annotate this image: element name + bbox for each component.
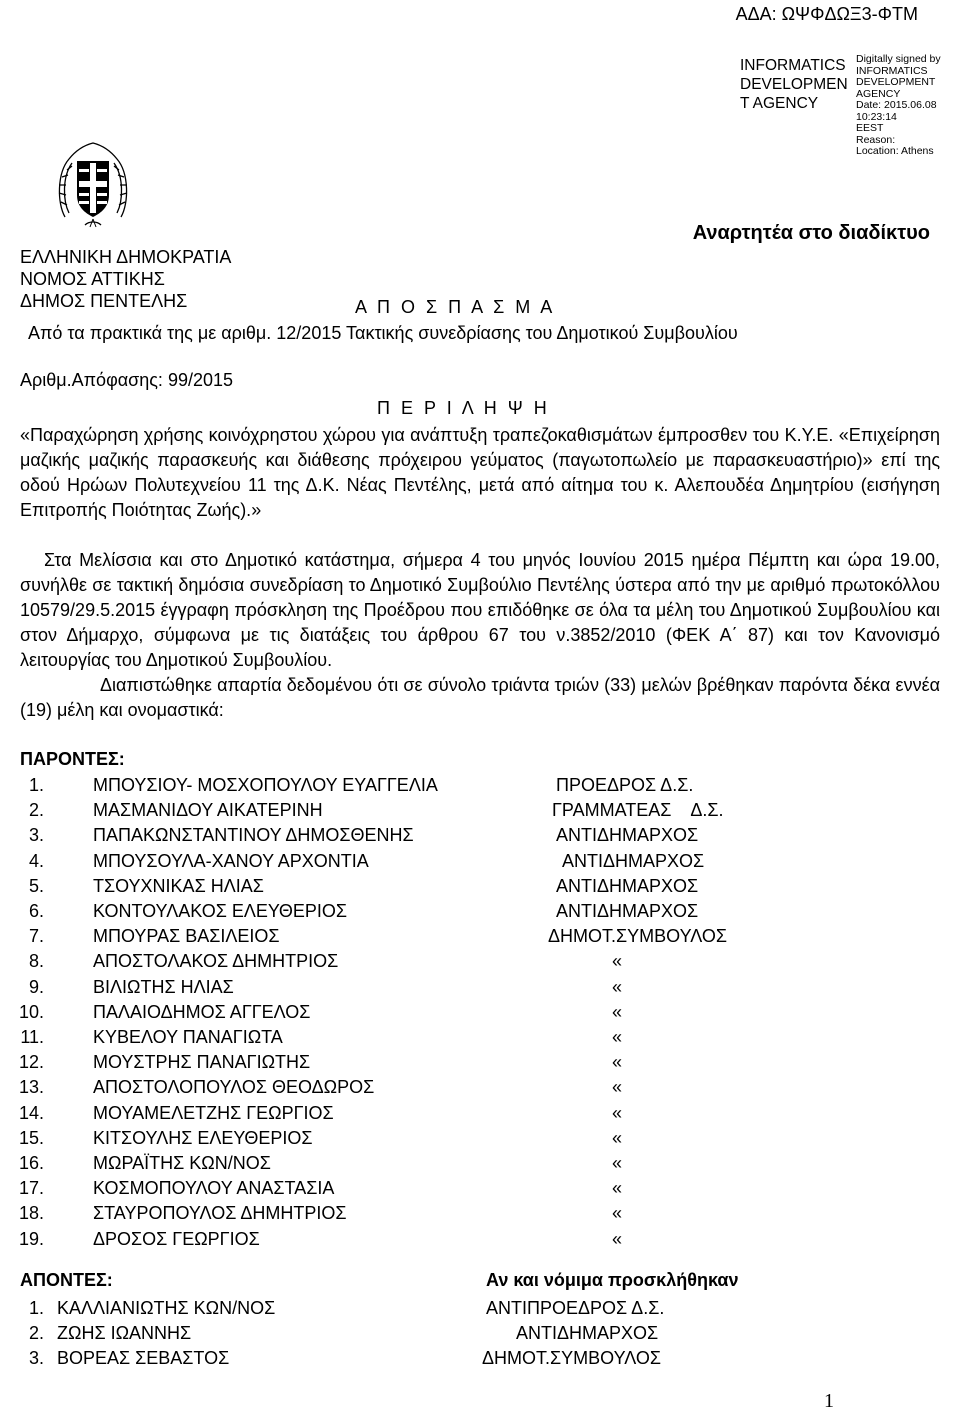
meeting-body: [20, 548, 940, 723]
member-row: [0, 899, 960, 923]
ada-code: ΑΔΑ: ΩΨΦΔΩΞ3-ΦΤΜ: [735, 4, 918, 24]
signature-line: Location: Athens: [856, 145, 934, 157]
member-role: ΔΗΜΟΤ.ΣΥΜΒΟΥΛΟΣ: [548, 926, 728, 947]
authority-line: ΔΗΜΟΣ ΠΕΝΤΕΛΗΣ: [20, 291, 188, 311]
member-row: [0, 1296, 960, 1320]
digital-signature-details: [856, 54, 956, 158]
member-role: «: [612, 1052, 623, 1073]
member-name: ΜΟΥΑΜΕΛΕΤΖΗΣ ΓΕΩΡΓΙΟΣ: [93, 1102, 334, 1123]
signature-line: EEST: [856, 122, 884, 134]
member-name: ΜΟΥΣΤΡΗΣ ΠΑΝΑΓΙΩΤΗΣ: [93, 1052, 311, 1073]
signature-line: Digitally signed by: [856, 53, 941, 65]
page-number: 1: [824, 1390, 834, 1412]
greek-state-emblem-icon: [55, 133, 131, 239]
member-name: ΠΑΛΑΙΟΔΗΜΟΣ ΑΓΓΕΛΟΣ: [93, 1001, 311, 1022]
member-role: «: [612, 1228, 623, 1249]
issuing-authority: [20, 246, 231, 312]
member-role: «: [612, 951, 623, 972]
member-row: [0, 975, 960, 999]
member-number: 3.: [28, 825, 44, 846]
member-name: ΒΙΛΙΩΤΗΣ ΗΛΙΑΣ: [93, 976, 234, 997]
member-number: 1.: [28, 775, 44, 795]
absent-members-label: ΑΠΟΝΤΕΣ:: [20, 1270, 113, 1290]
member-name: ΤΣΟΥΧΝΙΚΑΣ ΗΛΙΑΣ: [93, 875, 264, 896]
member-name: ΣΤΑΥΡΟΠΟΥΛΟΣ ΔΗΜΗΤΡΙΟΣ: [93, 1203, 347, 1224]
member-role: ΑΝΤΙΔΗΜΑΡΧΟΣ: [556, 825, 699, 846]
member-role: ΑΝΤΙΔΗΜΑΡΧΟΣ: [516, 1323, 659, 1343]
member-number: 9.: [28, 976, 44, 997]
member-role: «: [612, 1178, 623, 1199]
member-number: 10.: [18, 1001, 44, 1022]
decision-number: Αριθμ.Απόφασης: 99/2015: [20, 370, 234, 390]
member-number: 6.: [28, 901, 44, 921]
member-number: 5.: [28, 875, 44, 896]
extract-title: Α Π Ο Σ Π Α Σ Μ Α: [355, 297, 556, 317]
member-number: 16.: [18, 1153, 44, 1173]
member-number: 3.: [28, 1348, 44, 1368]
member-row: [0, 1176, 960, 1200]
member-name: ΒΟΡΕΑΣ ΣΕΒΑΣΤΟΣ: [57, 1348, 230, 1368]
member-number: 15.: [18, 1127, 44, 1148]
member-row: [0, 874, 960, 898]
member-name: ΑΠΟΣΤΟΛΑΚΟΣ ΔΗΜΗΤΡΙΟΣ: [93, 951, 339, 972]
member-number: 7.: [28, 926, 44, 947]
member-name: ΚΟΝΤΟΥΛΑΚΟΣ ΕΛΕΥΘΕΡΙΟΣ: [93, 901, 347, 921]
member-row: [0, 1126, 960, 1150]
member-role: «: [612, 1102, 623, 1123]
member-number: 4.: [28, 850, 44, 871]
member-row: [0, 849, 960, 873]
member-number: 13.: [18, 1077, 44, 1098]
member-number: 17.: [18, 1178, 44, 1199]
member-row: [0, 1025, 960, 1049]
present-members-label: ΠΑΡΟΝΤΕΣ:: [20, 749, 125, 769]
posted-online-label: Αναρτητέα στο διαδίκτυο: [692, 222, 930, 244]
member-name: ΜΑΣΜΑΝΙΔΟΥ ΑΙΚΑΤΕΡΙΝΗ: [93, 800, 323, 821]
decision-subject: «Παραχώρηση χρήσης κοινόχρηστου χώρου για ανάπτυξη τραπεζοκαθισμάτων έμπροσθεν του Κ.Υ.Ε. «Επιχείρηση μαζικής μαζικής παρασκευής και διάθεσης πρόχειρου γεύματος (παγωτοπωλείο με παρασκευαστήριο)» επί της οδού Ηρώων Πολυτεχνείου 11 της Δ.Κ. Νέας Πεντέλης, μετά από αίτημα του κ. Αλεπουδέα Δημητρίου (εισήγηση Επιτροπής Ποιότητας Ζωής).»: [20, 425, 940, 520]
member-name: ΚΥΒΕΛΟΥ ΠΑΝΑΓΙΩΤΑ: [93, 1027, 283, 1047]
member-name: ΜΩΡΑΪΤΗΣ ΚΩΝ/ΝΟΣ: [93, 1153, 271, 1173]
absent-note: Αν και νόμιμα προσκλήθηκαν: [486, 1270, 739, 1290]
member-role: «: [612, 1001, 623, 1022]
member-row: [0, 823, 960, 847]
authority-line: ΝΟΜΟΣ ΑΤΤΙΚΗΣ: [20, 269, 165, 289]
member-number: 19.: [18, 1228, 44, 1249]
signature-line: DEVELOPMENT AGENCY: [856, 76, 936, 100]
member-role: «: [612, 1027, 623, 1047]
member-number: 1.: [28, 1298, 44, 1318]
signature-organization: INFORMATICS DEVELOPMEN T AGENCY: [740, 57, 848, 112]
authority-line: ΕΛΛΗΝΙΚΗ ΔΗΜΟΚΡΑΤΙΑ: [20, 247, 232, 267]
member-name: ΚΙΤΣΟΥΛΗΣ ΕΛΕΥΘΕΡΙΟΣ: [93, 1127, 313, 1148]
member-row: [0, 773, 960, 797]
member-row: [0, 798, 960, 822]
member-role: ΑΝΤΙΔΗΜΑΡΧΟΣ: [562, 850, 705, 871]
signature-line: INFORMATICS: [856, 64, 928, 77]
member-row: [0, 1075, 960, 1099]
minutes-reference: Από τα πρακτικά της με αριθμ. 12/2015 Τακτικής συνεδρίασης του Δημοτικού Συμβουλίου: [28, 323, 738, 343]
member-role: ΔΗΜΟΤ.ΣΥΜΒΟΥΛΟΣ: [482, 1348, 662, 1368]
member-name: ΜΠΟΥΣΙΟΥ- ΜΟΣΧΟΠΟΥΛΟΥ ΕΥΑΓΓΕΛΙΑ: [93, 775, 438, 795]
member-number: 2.: [28, 1323, 44, 1343]
member-row: [0, 1050, 960, 1074]
member-row: [0, 949, 960, 973]
member-name: ΠΑΠΑΚΩΝΣΤΑΝΤΙΝΟΥ ΔΗΜΟΣΘΕΝΗΣ: [93, 825, 414, 846]
member-role: ΑΝΤΙΠΡΟΕΔΡΟΣ Δ.Σ.: [486, 1298, 665, 1318]
member-role: «: [612, 1127, 623, 1148]
member-name: ΜΠΟΥΡΑΣ ΒΑΣΙΛΕΙΟΣ: [93, 926, 280, 947]
member-name: ΚΑΛΛΙΑΝΙΩΤΗΣ ΚΩΝ/ΝΟΣ: [57, 1298, 276, 1318]
signature-line: Reason:: [856, 133, 896, 146]
member-role: ΓΡΑΜΜΑΤΕΑΣ Δ.Σ.: [552, 800, 724, 821]
signature-line: Date: 2015.06.08 10:23:14: [856, 99, 937, 123]
quorum-paragraph: Διαπιστώθηκε απαρτία δεδομένου ότι σε σύνολο τριάντα τριών (33) μελών βρέθηκαν παρόντα δέκα εννέα (19) μέλη και ονομαστικά:: [20, 675, 940, 720]
member-role: «: [612, 1077, 623, 1098]
member-number: 12.: [18, 1052, 44, 1073]
member-row: [0, 1201, 960, 1225]
meeting-paragraph: Στα Μελίσσια και στο Δημοτικό κατάστημα, σήμερα 4 του μηνός Ιουνίου 2015 ημέρα Πέμπτη και ώρα 19.00, συνήλθε σε τακτική δημόσια συνεδρίαση το Δημοτικό Συμβούλιο Πεντέλης ύστερα από την με αριθμό πρωτοκόλλου 10579/29.5.2015 έγγραφη πρόσκληση της Προέδρου που επιδόθηκε σε όλα τα μέλη του Δημοτικού Συμβουλίου και στον Δήμαρχο, σύμφωνα με τις διατάξεις του άρθρου 67 του ν.3852/2010 (ΦΕΚ Α΄ 87) και τον Κανονισμό λειτουργίας του Δημοτικού Συμβουλίου.: [20, 550, 940, 670]
member-name: ΜΠΟΥΣΟΥΛΑ-ΧΑΝΟΥ ΑΡΧΟΝΤΙΑ: [93, 850, 369, 871]
member-name: ΚΟΣΜΟΠΟΥΛΟΥ ΑΝΑΣΤΑΣΙΑ: [93, 1178, 335, 1199]
member-name: ΔΡΟΣΟΣ ΓΕΩΡΓΙΟΣ: [93, 1228, 260, 1249]
member-row: [0, 1227, 960, 1251]
member-number: 14.: [18, 1102, 44, 1123]
member-row: [0, 1151, 960, 1175]
member-row: [0, 1321, 960, 1345]
member-role: «: [612, 1203, 623, 1224]
member-role: ΠΡΟΕΔΡΟΣ Δ.Σ.: [556, 775, 694, 795]
member-row: [0, 1346, 960, 1370]
member-number: 8.: [28, 951, 44, 972]
member-row: [0, 1000, 960, 1024]
member-row: [0, 924, 960, 948]
member-role: «: [612, 976, 623, 997]
member-name: ΖΩΗΣ ΙΩΑΝΝΗΣ: [57, 1323, 192, 1343]
member-role: ΑΝΤΙΔΗΜΑΡΧΟΣ: [556, 875, 699, 896]
member-number: 2.: [28, 800, 44, 821]
member-number: 11.: [20, 1027, 44, 1047]
summary-title: Π Ε Ρ Ι Λ Η Ψ Η: [377, 398, 550, 418]
member-row: [0, 1101, 960, 1125]
member-role: ΑΝΤΙΔΗΜΑΡΧΟΣ: [556, 901, 699, 921]
member-name: ΑΠΟΣΤΟΛΟΠΟΥΛΟΣ ΘΕΟΔΩΡΟΣ: [93, 1077, 375, 1098]
member-number: 18.: [18, 1203, 44, 1224]
member-role: «: [612, 1153, 623, 1173]
